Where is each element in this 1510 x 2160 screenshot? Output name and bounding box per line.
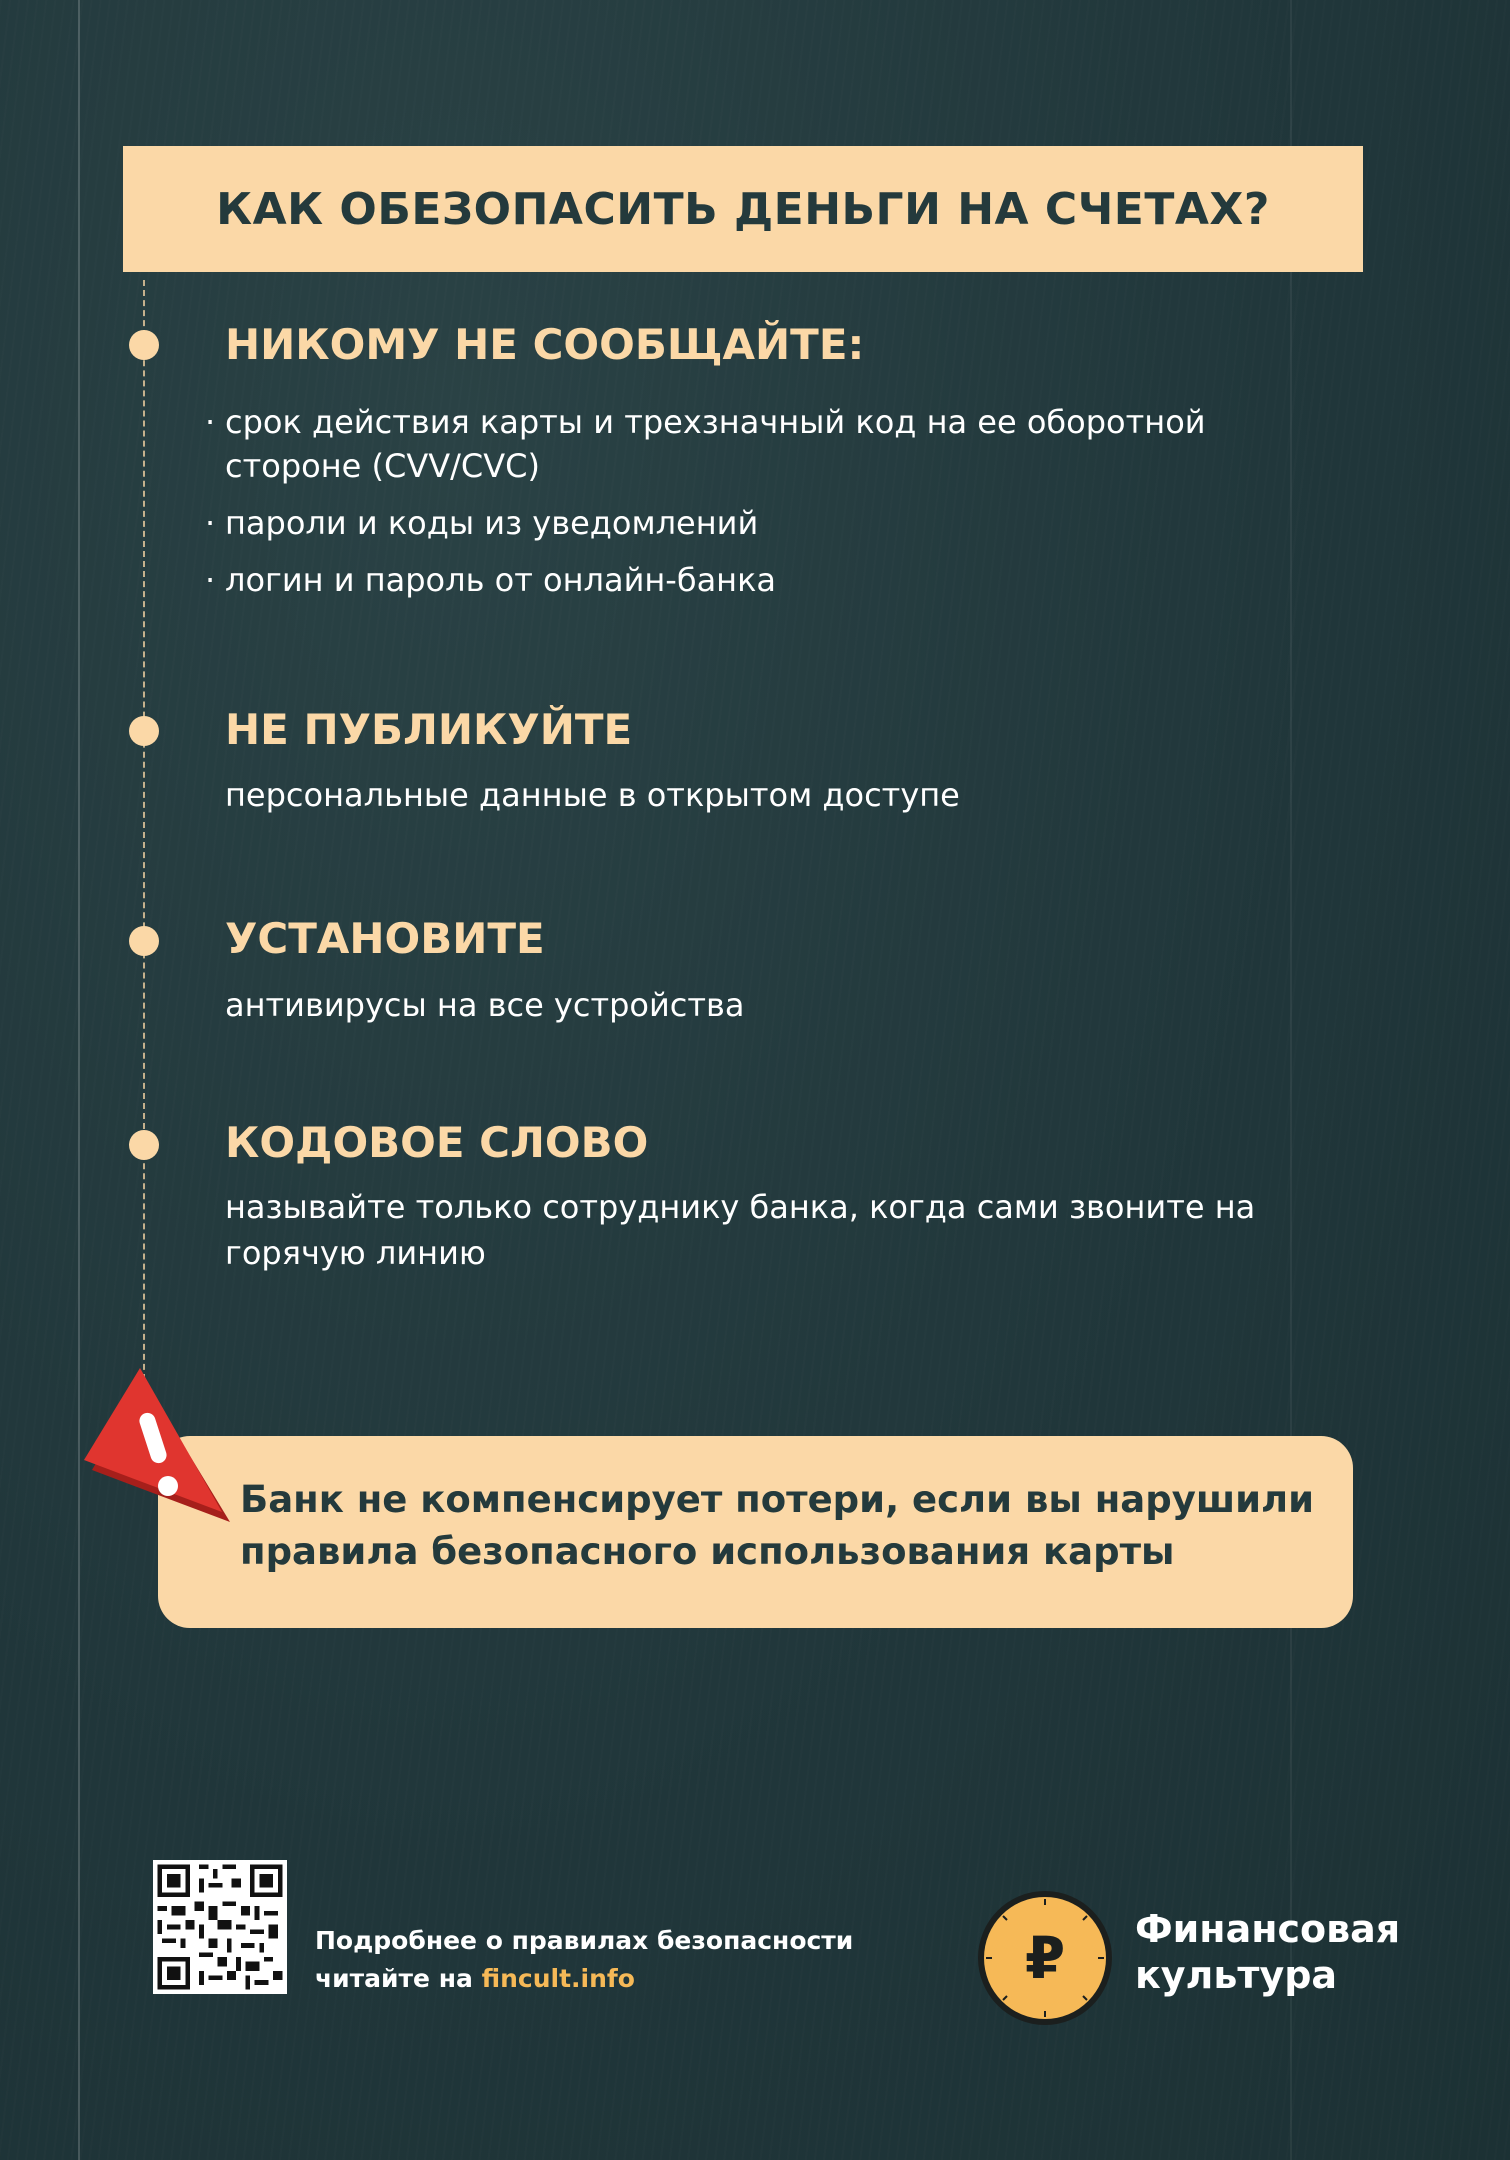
bullet-list	[205, 400, 1285, 615]
logo-wordmark	[1135, 1906, 1400, 1998]
timeline-dot	[129, 1130, 159, 1160]
warning-text: Банк не компенсирует потери, если вы нарушили правила безопасного использования карты	[240, 1478, 1315, 1573]
footer-read-prefix: читайте на	[315, 1964, 482, 1993]
footer-read-line	[315, 1960, 853, 1998]
footer-note	[315, 1922, 853, 1998]
section-text: антивирусы на все устройства	[225, 986, 745, 1024]
section-heading: УСТАНОВИТЕ	[225, 914, 545, 963]
section-text: персональные данные в открытом доступе	[225, 776, 960, 814]
logo-line-2: культура	[1135, 1953, 1338, 1997]
section-heading: КОДОВОЕ СЛОВО	[225, 1118, 649, 1167]
section-heading: НИКОМУ НЕ СООБЩАЙТЕ:	[225, 320, 865, 369]
title-banner	[123, 146, 1363, 272]
timeline-dot	[129, 330, 159, 360]
logo-line-1: Финансовая	[1135, 1907, 1401, 1951]
list-item: · срок действия карты и трехзначный код на ее оборотной стороне (CVV/CVC)	[205, 400, 1285, 488]
warning-triangle-icon	[82, 1362, 237, 1537]
ruble-coin-icon	[975, 1888, 1115, 2028]
footer-more-text: Подробнее о правилах безопасности	[315, 1926, 854, 1955]
section-text: называйте только сотруднику банка, когда сами звоните на горячую линию	[225, 1188, 1256, 1272]
timeline-dot	[129, 926, 159, 956]
ruble-symbol: ₽	[1024, 1924, 1066, 1992]
list-item: · пароли и коды из уведомлений	[205, 501, 1285, 545]
section-heading: НЕ ПУБЛИКУЙТЕ	[225, 705, 633, 754]
timeline-dashed-line	[143, 280, 145, 1390]
fincult-link[interactable]: fincult.info	[481, 1964, 635, 1993]
list-item: · логин и пароль от онлайн-банка	[205, 558, 1285, 602]
qr-code-icon[interactable]	[153, 1860, 287, 1994]
page-title: КАК ОБЕЗОПАСИТЬ ДЕНЬГИ НА СЧЕТАХ?	[216, 183, 1270, 235]
scan-line	[1290, 0, 1292, 2160]
scan-line	[78, 0, 80, 2160]
timeline-dot	[129, 716, 159, 746]
